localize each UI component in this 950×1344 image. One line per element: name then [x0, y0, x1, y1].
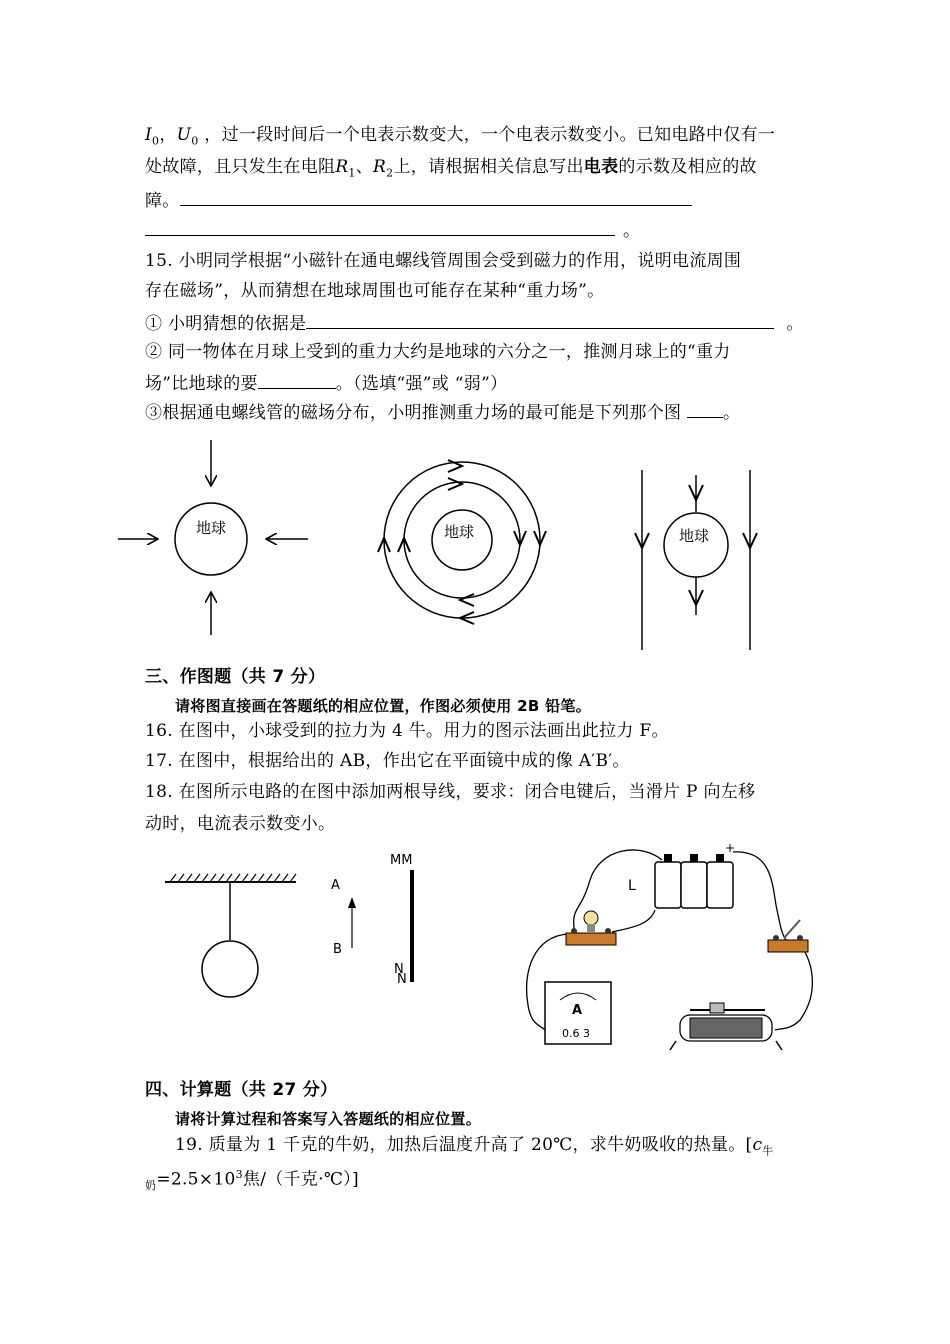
- q14-line-3: [145, 188, 692, 212]
- text: ③根据通电螺线管的磁场分布，小明推测重力场的最可能是下列那个图: [145, 403, 688, 423]
- text: 、: [355, 157, 374, 177]
- text: 场”比地球的要: [145, 374, 258, 394]
- var-c: c: [752, 1135, 763, 1155]
- figure-plane-mirror: [331, 853, 412, 987]
- sub: 牛: [762, 1144, 774, 1158]
- answer-blank[interactable]: [180, 188, 692, 206]
- text: 上，请根据相关信息写出: [393, 157, 584, 177]
- lamp-label: L: [628, 878, 636, 894]
- section-4-instruction: 请将计算过程和答案写入答题纸的相应位置。: [175, 1110, 482, 1128]
- earth-label: 地球: [195, 519, 227, 537]
- figure-parallel-downward: [635, 470, 757, 650]
- text: 。（选填“强”或 “弱”）: [335, 374, 508, 394]
- q19-line-1: [175, 1134, 774, 1162]
- battery-plus-label: +: [725, 841, 736, 855]
- point-b-label: B: [333, 942, 342, 957]
- text: ，过一段时间后一个电表示数变大，一个电表示数变小。已知电路中仅有一: [198, 125, 776, 145]
- var-r2: R: [373, 157, 387, 177]
- answer-blank[interactable]: [145, 218, 615, 236]
- q16-text: 16. 在图中，小球受到的拉力为 4 牛。用力的图示法画出此拉力 F。: [145, 721, 669, 741]
- battery: [655, 841, 735, 908]
- text: 。: [623, 221, 641, 241]
- point-a-label: A: [331, 878, 340, 893]
- text: 。: [723, 403, 741, 423]
- text: ① 小明猜想的依据是: [145, 314, 307, 334]
- q17-text: 17. 在图中，根据给出的 AB，作出它在平面镜中成的像 A′B′。: [145, 751, 630, 771]
- q15-line-5: [145, 371, 507, 395]
- mirror-bottom-label: N: [397, 972, 407, 987]
- q18-line-1: 18. 在图所示电路的在图中添加两根导线，要求：闭合电键后，当滑片 P 向左移: [145, 782, 756, 802]
- figure-circuit: [527, 841, 813, 1050]
- text: ，: [159, 125, 177, 145]
- var-i: I: [145, 125, 153, 145]
- var-r1: R: [335, 157, 349, 177]
- earth-label: 地球: [443, 523, 475, 541]
- sub: 1: [348, 166, 356, 180]
- ammeter-label: A: [572, 1003, 583, 1018]
- text: 19. 质量为 1 千克的牛奶，加热后温度升高了 20℃，求牛奶吸收的热量。[: [175, 1135, 753, 1155]
- answer-blank[interactable]: [687, 400, 723, 418]
- mirror-top-label: MM: [390, 853, 413, 868]
- ammeter-scale: 0.6 3: [562, 1027, 590, 1040]
- sub: 2: [386, 166, 394, 180]
- earth-label: 地球: [678, 527, 710, 545]
- figure-radial-inward: [118, 440, 308, 635]
- q15-line-3: [145, 311, 804, 335]
- bold-text: 电表: [583, 157, 619, 177]
- q15-line-2: 存在磁场”，从而猜想在地球周围也可能存在某种“重力场”。: [145, 281, 605, 301]
- sub: 奶: [145, 1179, 157, 1193]
- text: 焦/（千克·℃）]: [242, 1169, 359, 1190]
- figure-circular-loops: [378, 460, 546, 624]
- text: =2.5×10: [156, 1169, 236, 1190]
- section-3-instruction: 请将图直接画在答题纸的相应位置，作图必须使用 2B 铅笔。: [175, 697, 592, 715]
- q15-line-6: [145, 400, 740, 424]
- answer-blank[interactable]: [258, 371, 336, 389]
- switch: [768, 920, 808, 952]
- mirror-bottom-label: N: [394, 962, 404, 977]
- gravity-field-figures: [0, 430, 950, 650]
- text: 障。: [145, 191, 180, 211]
- q14-line-4: [145, 218, 640, 242]
- section-4-title: 四、计算题（共 27 分）: [145, 1080, 338, 1100]
- figure-hanging-ball: [165, 874, 296, 997]
- text: 处故障，且只发生在电阻: [145, 157, 336, 177]
- var-u: U: [176, 125, 192, 145]
- q14-line-2: [145, 156, 757, 184]
- q15-line-1: 15. 小明同学根据“小磁针在通电螺线管周围会受到磁力的作用，说明电流周围: [145, 251, 742, 271]
- text: 的示数及相应的故: [618, 157, 757, 177]
- q18-line-2: 动时，电流表示数变小。: [145, 814, 336, 834]
- sub: 0: [152, 134, 160, 148]
- q14-line-1: [145, 124, 775, 152]
- ammeter: [545, 982, 611, 1044]
- section-3-title: 三、作图题（共 7 分）: [145, 667, 326, 687]
- superscript: 3: [235, 1168, 243, 1181]
- q15-line-4: ② 同一物体在月球上受到的重力大约是地球的六分之一，推测月球上的“重力: [145, 342, 731, 362]
- rheostat: [670, 1003, 782, 1050]
- answer-blank[interactable]: [306, 311, 774, 329]
- drawing-figures: [0, 840, 950, 1060]
- text: 。: [786, 314, 804, 334]
- q19-line-2: [145, 1164, 359, 1197]
- sub: 0: [191, 134, 199, 148]
